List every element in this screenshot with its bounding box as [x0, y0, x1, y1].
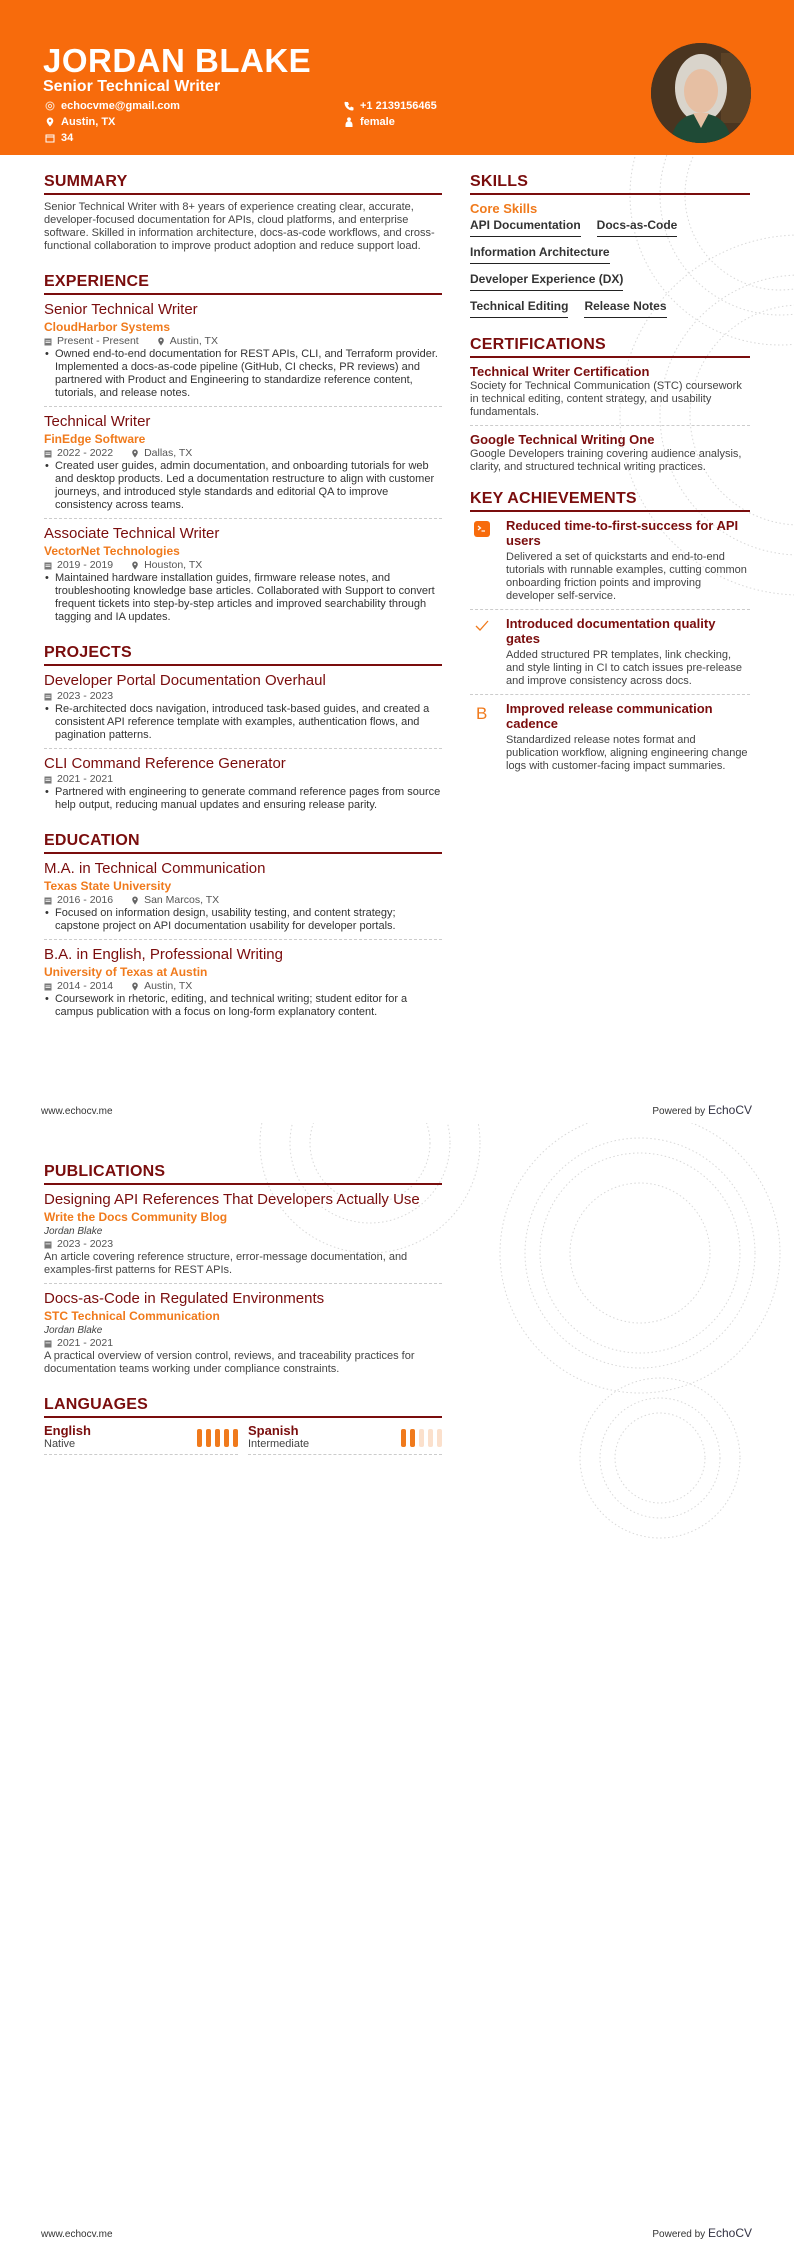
experience-entry	[44, 301, 442, 407]
map-pin-icon	[131, 561, 139, 570]
skill-tag: Release Notes	[584, 299, 666, 318]
gender-contact	[344, 116, 395, 128]
date-range: 2019 - 2019	[57, 559, 114, 571]
achievement-title: Improved release communication cadence	[506, 701, 713, 731]
section-heading: LANGUAGES	[44, 1396, 442, 1418]
skill-tag: Technical Editing	[470, 299, 568, 318]
calendar-icon	[44, 337, 52, 346]
date-range: 2021 - 2021	[57, 773, 114, 785]
page-footer	[41, 1103, 752, 1117]
location: Austin, TX	[169, 335, 218, 347]
section-heading: KEY ACHIEVEMENTS	[470, 490, 750, 512]
certification-entry	[470, 364, 750, 426]
languages-list	[44, 1424, 442, 1455]
author: Jordan Blake	[44, 1325, 103, 1336]
email-text: echocvme@gmail.com	[61, 100, 180, 112]
job-role: Senior Technical Writer	[44, 301, 198, 318]
publication-desc: A practical overview of version control, reviews, and traceability practices for documentation teams working under compliance constraints.	[44, 1350, 415, 1375]
location-contact	[45, 116, 115, 128]
location-text: Austin, TX	[61, 116, 116, 128]
project-entry	[44, 755, 442, 818]
publication-title: Docs-as-Code in Regulated Environments	[44, 1290, 325, 1307]
entry-meta	[44, 1238, 442, 1251]
bar-filled	[197, 1429, 202, 1447]
education-section	[44, 832, 442, 1025]
powered-by	[652, 2226, 752, 2240]
bullet-point: • Coursework in rhetoric, editing, and technical writing; student editor for a campus publication with a focus on long-form explanatory content.	[44, 993, 442, 1019]
at-sign-icon	[45, 101, 55, 111]
publication-entry	[44, 1191, 442, 1284]
achievement-entry	[470, 518, 750, 610]
entry-meta	[44, 335, 442, 348]
proficiency-bars	[401, 1429, 442, 1447]
phone-contact[interactable]	[344, 100, 437, 112]
publication-desc: An article covering reference structure, error-message documentation, and examples-first patterns for REST APIs.	[44, 1251, 408, 1276]
skill-tag: Information Architecture	[470, 245, 610, 264]
bar-empty	[437, 1429, 442, 1447]
avatar	[651, 43, 751, 143]
language-entry	[44, 1424, 238, 1455]
bullet-point: • Focused on information design, usability testing, and content strategy; capstone project on API documentation usability for developer portals.	[44, 907, 442, 933]
certification-name: Google Technical Writing One	[470, 432, 655, 447]
map-pin-icon	[131, 449, 139, 458]
summary-section	[44, 173, 442, 253]
job-role: Associate Technical Writer	[44, 525, 220, 542]
map-pin-icon	[131, 896, 139, 905]
school-name: Texas State University	[44, 879, 172, 893]
location: Austin, TX	[144, 980, 193, 992]
person-icon	[344, 117, 354, 127]
brand-name: EchoCV	[707, 1103, 752, 1117]
bullet-point: • Re-architected docs navigation, introduced task-based guides, and created a consistent API reference template with examples, authentication flows, and pagination patterns.	[44, 703, 442, 742]
degree: M.A. in Technical Communication	[44, 860, 266, 877]
resume-page-2	[0, 1123, 794, 2246]
date-range: 2022 - 2022	[57, 447, 114, 459]
powered-by	[652, 1103, 752, 1117]
powered-by-label: Powered by	[652, 2229, 706, 2240]
bar-empty	[428, 1429, 433, 1447]
language-level: Native	[44, 1438, 76, 1450]
website-link[interactable]: www.echocv.me	[41, 1106, 113, 1117]
calendar-icon	[44, 1240, 52, 1249]
phone-text: +1 2139156465	[360, 100, 437, 112]
website-link[interactable]: www.echocv.me	[41, 2229, 113, 2240]
language-name: Spanish	[248, 1423, 299, 1438]
bar-empty	[419, 1429, 424, 1447]
calendar-icon	[44, 1339, 52, 1348]
bullet-point: • Owned end-to-end documentation for REST APIs, CLI, and Terraform provider. Implemented a docs-as-code pipeline (GitHub, CI checks, PR reviews) and partnered with Product and Engineering to standardize reference content, tutorials, and release notes.	[44, 348, 442, 400]
bullet-point: • Maintained hardware installation guides, firmware release notes, and troubleshooting knowledge base articles. Collaborated with Support to convert frequent tickets into step-by-step articles and improved searchability through tagging and IA updates.	[44, 572, 442, 624]
project-name: CLI Command Reference Generator	[44, 755, 286, 772]
summary-text: Senior Technical Writer with 8+ years of experience creating clear, accurate, developer-focused documentation for APIs, cloud platforms, and enterprise software. Skilled in information architecture, docs-as-code workflows, and cross-functional collaboration to improve product adoption and reduce support load.	[44, 201, 435, 252]
section-heading: SUMMARY	[44, 173, 442, 195]
section-heading: PROJECTS	[44, 644, 442, 666]
map-pin-icon	[157, 337, 165, 346]
age-contact	[45, 132, 73, 144]
entry-meta	[44, 980, 442, 993]
degree: B.A. in English, Professional Writing	[44, 946, 283, 963]
candidate-title: Senior Technical Writer	[43, 78, 221, 95]
section-heading: CERTIFICATIONS	[470, 336, 750, 358]
calendar-icon	[44, 982, 52, 991]
publications-section	[44, 1163, 442, 1382]
calendar-icon	[44, 775, 52, 784]
date-range: 2023 - 2023	[57, 690, 114, 702]
certifications-section	[470, 336, 750, 480]
age-text: 34	[61, 132, 74, 144]
skill-tag: Developer Experience (DX)	[470, 272, 623, 291]
date-range: Present - Present	[57, 335, 139, 347]
gender-text: female	[360, 116, 395, 128]
email-contact[interactable]	[45, 100, 180, 112]
skills-group-label: Core Skills	[470, 201, 538, 216]
publisher: Write the Docs Community Blog	[44, 1210, 228, 1224]
bar-filled	[215, 1429, 220, 1447]
publication-title: Designing API References That Developers Actually Use	[44, 1191, 420, 1208]
skill-tag: Docs-as-Code	[597, 218, 678, 237]
achievement-entry	[470, 701, 750, 779]
map-pin-icon	[131, 982, 139, 991]
section-heading: SKILLS	[470, 173, 750, 195]
languages-section	[44, 1396, 442, 1455]
experience-entry	[44, 525, 442, 630]
entry-meta	[44, 447, 442, 460]
project-entry	[44, 672, 442, 749]
education-entry	[44, 946, 442, 1025]
publisher: STC Technical Communication	[44, 1309, 220, 1323]
experience-entry	[44, 413, 442, 519]
achievement-entry	[470, 616, 750, 695]
section-heading: PUBLICATIONS	[44, 1163, 442, 1185]
powered-by-label: Powered by	[652, 1106, 706, 1117]
language-level: Intermediate	[248, 1438, 310, 1450]
bar-filled	[206, 1429, 211, 1447]
entry-meta	[44, 559, 442, 572]
achievement-title: Reduced time-to-first-success for API users	[506, 518, 739, 548]
education-entry	[44, 860, 442, 940]
achievement-desc: Standardized release notes format and publication workflow, aligning engineering change logs with customer-facing impact summaries.	[506, 734, 748, 772]
svg-text:B: B	[476, 704, 488, 722]
calendar-icon	[45, 133, 55, 143]
left-column	[44, 1163, 442, 1455]
certification-name: Technical Writer Certification	[470, 364, 650, 379]
terminal-icon	[474, 521, 490, 537]
company-name: VectorNet Technologies	[44, 544, 180, 558]
skills-section	[470, 173, 750, 318]
profile-photo	[651, 43, 751, 143]
projects-section	[44, 644, 442, 818]
bar-filled	[224, 1429, 229, 1447]
certification-desc: Society for Technical Communication (STC) coursework in technical editing, content strategy, and usability fundamentals.	[470, 380, 742, 418]
entry-meta	[44, 894, 442, 907]
date-range: 2014 - 2014	[57, 980, 114, 992]
publication-entry	[44, 1290, 442, 1382]
language-name: English	[44, 1423, 91, 1438]
certification-desc: Google Developers training covering audience analysis, clarity, and structured technical writing practices.	[470, 448, 742, 473]
section-heading: EXPERIENCE	[44, 273, 442, 295]
skills-list	[470, 218, 750, 318]
left-column	[44, 173, 442, 1031]
phone-icon	[344, 101, 354, 111]
bar-filled	[401, 1429, 406, 1447]
company-name: FinEdge Software	[44, 432, 146, 446]
calendar-icon	[44, 896, 52, 905]
certification-entry	[470, 432, 750, 480]
bullet-point: • Partnered with engineering to generate command reference pages from source help output, reducing manual updates and ensuring release parity.	[44, 786, 442, 812]
candidate-name: JORDAN BLAKE	[43, 42, 312, 79]
school-name: University of Texas at Austin	[44, 965, 208, 979]
map-pin-icon	[45, 117, 55, 127]
bullet-point: • Created user guides, admin documentation, and onboarding tutorials for web and desktop products. Led a documentation restructure to align with customer journeys, and introduced style standards and editorial QA to improve consistency across teams.	[44, 460, 442, 512]
achievements-section	[470, 490, 750, 779]
calendar-icon	[44, 692, 52, 701]
experience-section	[44, 273, 442, 630]
calendar-icon	[44, 449, 52, 458]
date-range: 2016 - 2016	[57, 894, 114, 906]
entry-meta	[44, 690, 442, 703]
bar-filled	[233, 1429, 238, 1447]
author: Jordan Blake	[44, 1226, 103, 1237]
proficiency-bars	[197, 1429, 238, 1447]
brand-name: EchoCV	[707, 2226, 752, 2240]
date-range: 2023 - 2023	[57, 1238, 114, 1250]
checkmark-icon	[474, 619, 490, 633]
job-role: Technical Writer	[44, 413, 151, 430]
entry-meta	[44, 773, 442, 786]
language-entry	[248, 1424, 442, 1455]
skill-tag: API Documentation	[470, 218, 581, 237]
page-footer	[41, 2226, 752, 2240]
bar-filled	[410, 1429, 415, 1447]
resume-header	[0, 0, 794, 155]
achievement-desc: Added structured PR templates, link checking, and style linting in CI to catch issues pre-release and improve consistency across docs.	[506, 649, 743, 687]
date-range: 2021 - 2021	[57, 1337, 114, 1349]
achievement-desc: Delivered a set of quickstarts and end-to-end tutorials with runnable examples, cutting common onboarding friction points and improving developer self-service.	[506, 551, 747, 602]
bold-b-icon	[474, 704, 490, 722]
calendar-icon	[44, 561, 52, 570]
entry-meta	[44, 1337, 442, 1350]
achievement-title: Introduced documentation quality gates	[506, 616, 716, 646]
company-name: CloudHarbor Systems	[44, 320, 171, 334]
right-column	[470, 173, 750, 785]
location: Houston, TX	[144, 559, 203, 571]
location: San Marcos, TX	[144, 894, 220, 906]
section-heading: EDUCATION	[44, 832, 442, 854]
location: Dallas, TX	[144, 447, 193, 459]
project-name: Developer Portal Documentation Overhaul	[44, 672, 326, 689]
